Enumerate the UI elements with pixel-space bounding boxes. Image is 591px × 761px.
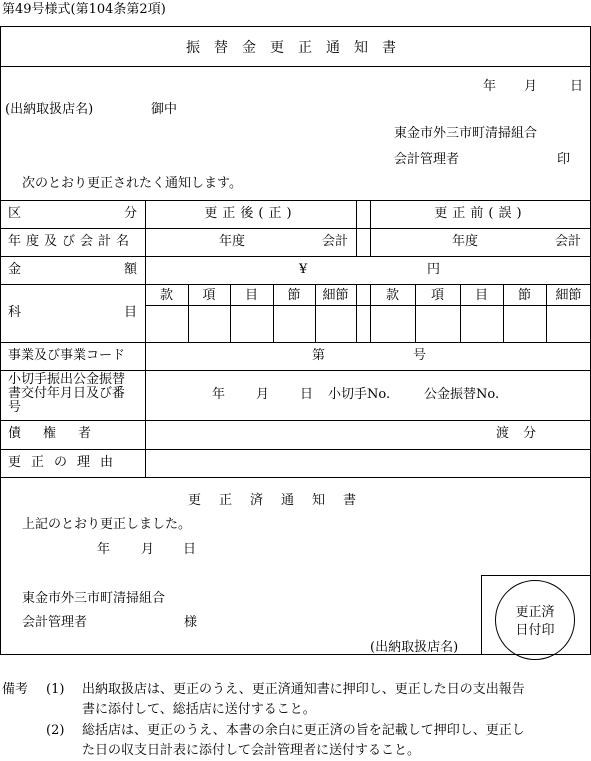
form-number: 第49号様式(第104条第2項): [2, 2, 166, 17]
remark-2-line-1: 総括店は、更正のうえ、本書の余白に更正済の旨を記載して押印し、更正し: [82, 723, 525, 738]
notice-title: 振替金更正通知書: [186, 40, 410, 56]
completion-date-day: 日: [183, 542, 197, 557]
notice-date-month: 月: [524, 79, 538, 94]
row-line: [0, 256, 591, 257]
before-account-word: 会計: [555, 234, 582, 249]
row-line: [0, 449, 591, 450]
fiscal-label: 年度及び会計名: [8, 234, 135, 249]
transfer-number-label: 公金振替No.: [424, 387, 500, 402]
row-line: [0, 370, 591, 371]
notice-date-year: 年: [483, 79, 497, 94]
subject-before-saisetsu: 細節: [555, 288, 582, 303]
divider: [0, 200, 591, 201]
check-number-label: 小切手No.: [328, 387, 391, 402]
completion-title: 更正済通知書: [188, 493, 375, 508]
stamp-label-2: 日付印: [515, 623, 555, 638]
completion-date-year: 年: [97, 542, 111, 557]
completion-text: 上記のとおり更正しました。: [22, 517, 192, 532]
subject-before-setsu: 節: [517, 288, 531, 303]
row-line: [0, 342, 591, 343]
subject-before-moku: 目: [474, 288, 488, 303]
subject-before-kan: 款: [385, 288, 399, 303]
check-month: 月: [256, 387, 270, 402]
after-year-word: 年度: [219, 234, 246, 249]
organization-name: 東金市外三市町清掃組合: [394, 126, 538, 141]
date-stamp-circle: [495, 580, 575, 660]
completion-manager: 会計管理者: [22, 615, 88, 630]
subject-before-kou: 項: [430, 288, 444, 303]
check-day: 日: [300, 387, 314, 402]
completion-honorific: 様: [184, 615, 198, 630]
manager-title: 会計管理者: [394, 152, 460, 167]
yen-sign: ¥: [299, 262, 308, 277]
stamp-box-line: [481, 575, 591, 576]
before-year-word: 年度: [452, 234, 479, 249]
subject-after-kou: 項: [202, 288, 216, 303]
before-header: 更正前(誤): [434, 206, 527, 221]
after-header: 更正後(正): [204, 206, 297, 221]
stamp-box-line: [481, 575, 482, 655]
remark-1-number: (1): [46, 682, 65, 697]
subject-label: 科 目: [8, 305, 137, 320]
addressee-honorific: 御中: [151, 102, 178, 117]
after-account-word: 会計: [322, 234, 349, 249]
amount-label-first: 金 額: [8, 262, 137, 277]
subject-after-saisetsu: 細節: [322, 288, 349, 303]
label-column-line: [145, 200, 146, 477]
subject-after-setsu: 節: [287, 288, 301, 303]
project-go: 号: [413, 348, 427, 363]
addressee: (出納取扱店名): [5, 102, 94, 117]
reason-label: 更正の理由: [8, 455, 124, 470]
row-line: [0, 228, 591, 229]
check-year: 年: [212, 387, 226, 402]
intro-text: 次のとおり更正されたく通知します。: [22, 176, 242, 191]
delivery-label: 渡分: [496, 426, 551, 441]
subject-after-kan: 款: [159, 288, 173, 303]
remark-2-line-2: た日の収支日計表に添付して会計管理者に送付すること。: [82, 743, 421, 758]
divider: [0, 66, 591, 67]
completion-date-month: 月: [141, 542, 155, 557]
project-label: 事業及び事業コード: [8, 348, 126, 363]
remark-1-line-2: 書に添付して、総括店に送付すること。: [82, 702, 316, 717]
completion-bank: (出納取扱店名): [370, 640, 459, 655]
remark-2-number: (2): [46, 723, 65, 738]
double-line: [356, 284, 357, 342]
yen-word: 円: [427, 262, 441, 277]
check-label: 小切手振出公金振替 書交付年月日及び番 号: [8, 372, 126, 415]
creditor-label: 債権者: [8, 426, 114, 441]
project-dai: 第: [312, 348, 326, 363]
stamp-label-1: 更正済: [515, 605, 555, 620]
row-line: [0, 477, 591, 478]
row-line: [145, 305, 591, 306]
row-line: [0, 420, 591, 421]
remark-1-line-1: 出納取扱店は、更正のうえ、更正済通知書に押印し、更正した日の支出報告: [82, 682, 525, 697]
category-label: 区 分: [8, 206, 137, 221]
completion-org: 東金市外三市町清掃組合: [22, 591, 166, 606]
notice-date-day: 日: [570, 79, 584, 94]
seal-mark: 印: [557, 152, 571, 167]
subject-after-moku: 目: [244, 288, 258, 303]
remarks-label: 備考: [2, 682, 29, 697]
